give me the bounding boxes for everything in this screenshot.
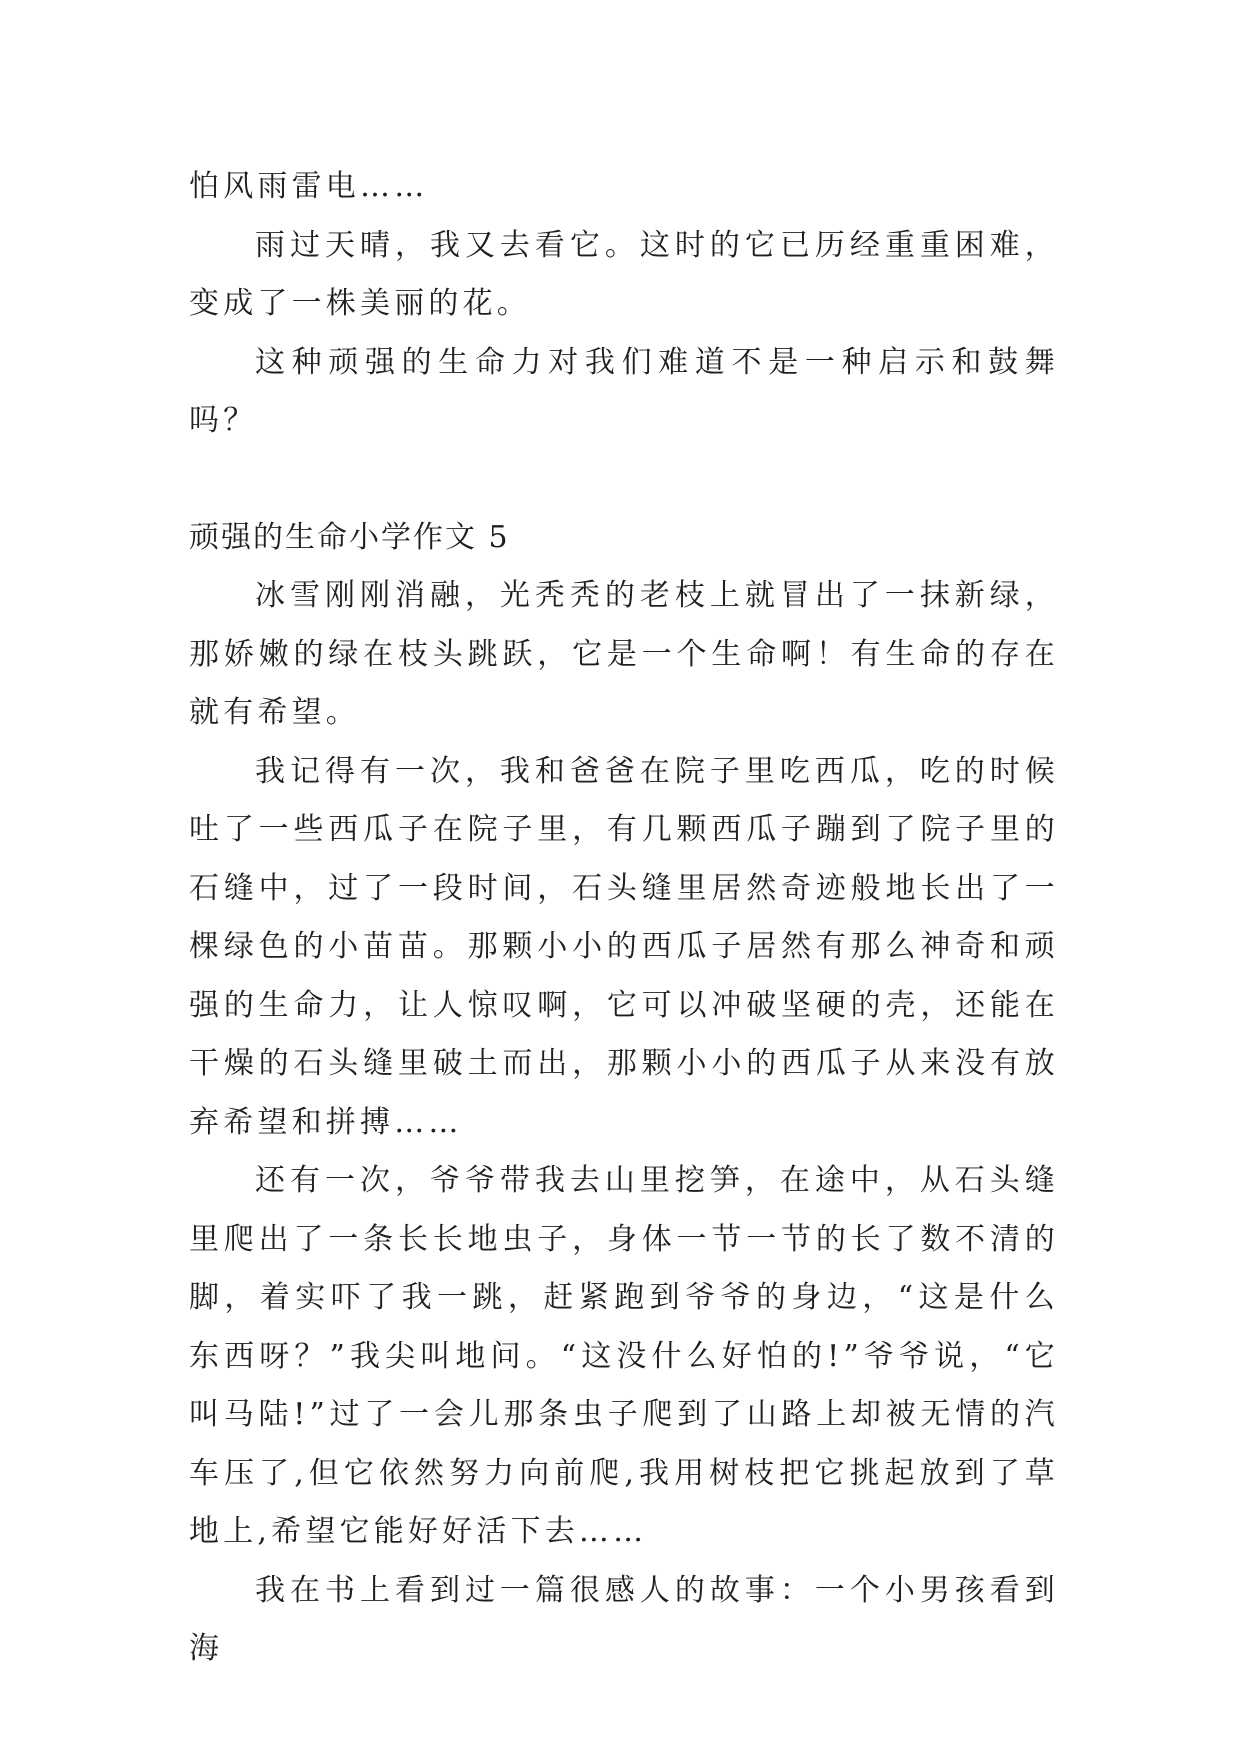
document-body [189,158,1059,1679]
paragraph: 冰雪刚刚消融，光秃秃的老枝上就冒出了一抹新绿，那娇嫩的绿在枝头跳跃，它是一个生命啊！有生命的存在就有希望。 [189,578,1059,730]
paragraph: 雨过天晴，我又去看它。这时的它已历经重重困难，变成了一株美丽的花。 [189,227,1059,321]
paragraph: 我在书上看到过一篇很感人的故事：一个小男孩看到海 [189,1572,1059,1666]
paragraph-continuation: 怕风雨雷电…… [189,169,429,204]
paragraph: 还有一次，爷爷带我去山里挖笋，在途中，从石头缝里爬出了一条长长地虫子，身体一节一节的长了数不清的脚，着实吓了我一跳，赶紧跑到爷爷的身边，“这是什么东西呀？”我尖叫地问。“这没什么好怕的!”爷爷说，“它叫马陆!”过了一会儿那条虫子爬到了山路上却被无情的汽车压了,但它依然努力向前爬,我用树枝把它挑起放到了草地上,希望它能好好活下去…… [189,1163,1059,1549]
paragraph: 这种顽强的生命力对我们难道不是一种启示和鼓舞吗？ [189,344,1059,438]
section-heading: 顽强的生命小学作文 5 [189,519,510,555]
paragraph: 我记得有一次，我和爸爸在院子里吃西瓜，吃的时候吐了一些西瓜子在院子里，有几颗西瓜子蹦到了院子里的石缝中，过了一段时间，石头缝里居然奇迹般地长出了一棵绿色的小苗苗。那颗小小的西瓜子居然有那么神奇和顽强的生命力，让人惊叹啊，它可以冲破坚硬的壳，还能在干燥的石头缝里破土而出，那颗小小的西瓜子从来没有放弃希望和拼搏…… [189,753,1059,1140]
